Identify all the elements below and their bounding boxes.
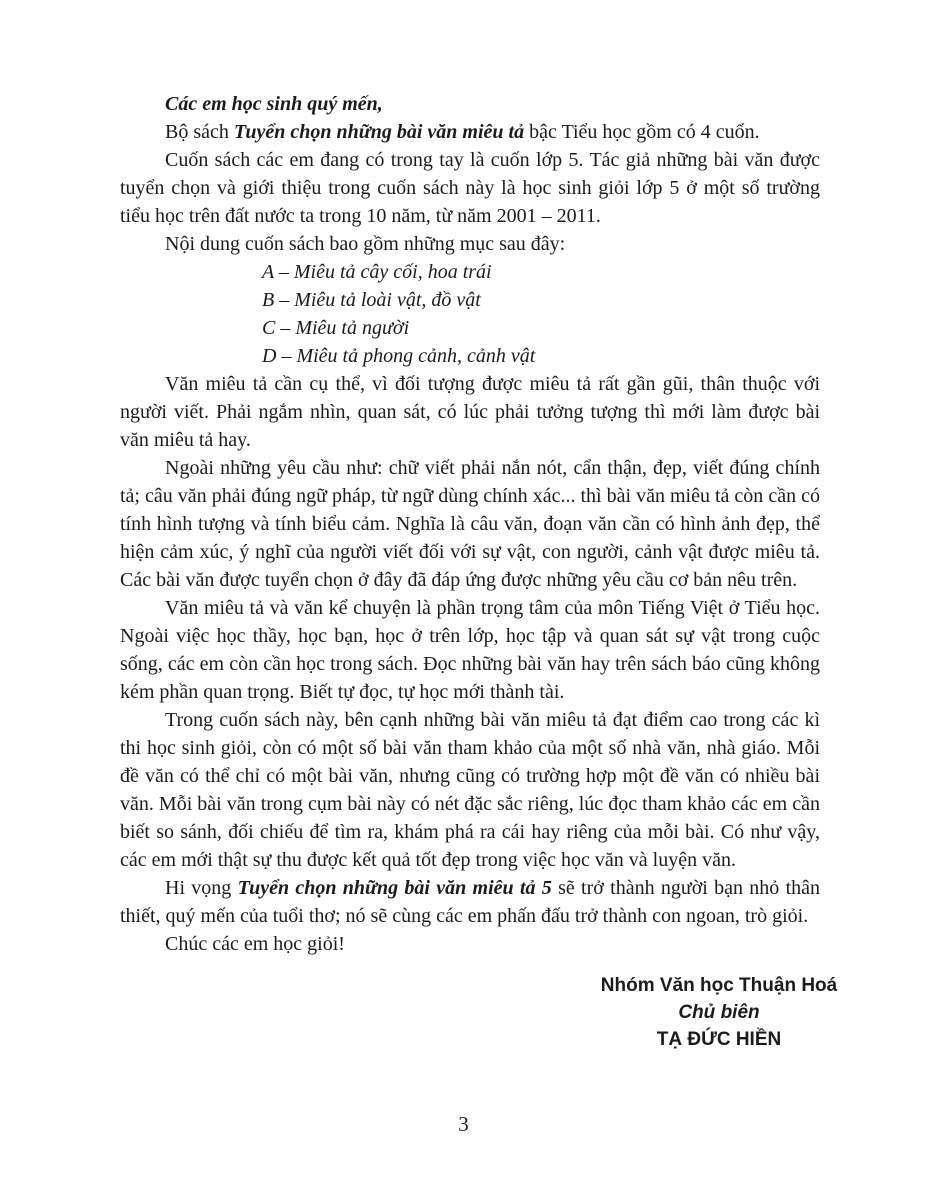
series-title: Tuyển chọn những bài văn miêu tả: [233, 121, 525, 143]
signature-group-name: Nhóm Văn học Thuận Hoá: [600, 975, 838, 996]
paragraph-about-book: Cuốn sách các em đang có trong tay là cuốn lớp 5. Tác giả những bài văn được tuyển chọn và giới thiệu trong cuốn sách này là học sinh giỏi lớp 5 ở một số trường tiểu học trên đất nước ta trong 10 năm, từ năm 2001 – 2011.: [120, 149, 820, 227]
text-run: bậc Tiểu học gồm có 4 cuốn.: [524, 121, 760, 143]
closing-wish: Chúc các em học giỏi!: [165, 933, 345, 955]
text-run: sẽ trở thành người bạn nhỏ thân thiết, quý mến của tuổi thơ; nó sẽ cùng các em phấn đấu trở thành con ngoan, trò giỏi.: [120, 877, 821, 927]
signature-author-name: TẠ ĐỨC HIỀN: [656, 1029, 782, 1050]
preface-body: [120, 90, 838, 1053]
signature-role: Chủ biên: [678, 1002, 760, 1023]
text-run: Bộ sách: [165, 121, 234, 143]
contents-list: [120, 258, 820, 370]
paragraph-series-intro: [120, 118, 820, 146]
paragraph-reference: Trong cuốn sách này, bên cạnh những bài văn miêu tả đạt điểm cao trong các kì thi học sinh giỏi, còn có một số bài văn tham khảo của một số nhà văn, nhà giáo. Mỗi đề văn có thể chỉ có một bài văn, nhưng cũng có trường hợp một đề văn có nhiều bài văn. Mỗi bài văn trong cụm bài này có nét đặc sắc riêng, lúc đọc tham khảo các em cần biết so sánh, đối chiếu để tìm ra, khám phá ra cái hay riêng của mỗi bài. Có như vậy, các em mới thật sự thu được kết quả tốt đẹp trong việc học văn và luyện văn.: [120, 709, 820, 871]
paragraph-hope: [120, 874, 820, 930]
signature-block: [579, 972, 859, 1053]
contents-item-b: B – Miêu tả loài vật, đồ vật: [262, 289, 481, 311]
paragraph-importance: Văn miêu tả và văn kể chuyện là phần trọng tâm của môn Tiếng Việt ở Tiểu học. Ngoài việc học thầy, học bạn, học ở trên lớp, học tập và quan sát sự vật trong cuộc sống, các em còn cần học trong sách. Đọc những bài văn hay trên sách báo cũng không kém phần quan trọng. Biết tự đọc, tự học mới thành tài.: [120, 597, 820, 703]
paragraph-contents-lead: Nội dung cuốn sách bao gồm những mục sau đây:: [165, 233, 566, 255]
contents-item-c: C – Miêu tả người: [262, 317, 410, 339]
paragraph-requirements: Ngoài những yêu cầu như: chữ viết phải nắn nót, cẩn thận, đẹp, viết đúng chính tả; câu văn phải đúng ngữ pháp, từ ngữ dùng chính xác... thì bài văn miêu tả còn cần có tính hình tượng và tính biểu cảm. Nghĩa là câu văn, đoạn văn cần có hình ảnh đẹp, thể hiện cảm xúc, ý nghĩ của người viết đối với sự vật, con người, cảnh vật được miêu tả. Các bài văn được tuyển chọn ở đây đã đáp ứng được những yêu cầu cơ bản nêu trên.: [120, 457, 820, 591]
page-number: 3: [458, 1112, 469, 1136]
text-run: Hi vọng: [165, 877, 238, 899]
book-title: Tuyển chọn những bài văn miêu tả 5: [237, 877, 552, 899]
contents-item-d: D – Miêu tả phong cảnh, cảnh vật: [262, 345, 536, 367]
salutation: Các em học sinh quý mến,: [165, 93, 383, 115]
paragraph-descriptive: Văn miêu tả cần cụ thể, vì đối tượng được miêu tả rất gần gũi, thân thuộc với người viết. Phải ngắm nhìn, quan sát, có lúc phải tưởng tượng thì mới làm được bài văn miêu tả hay.: [120, 373, 820, 451]
contents-item-a: A – Miêu tả cây cối, hoa trái: [262, 261, 492, 283]
